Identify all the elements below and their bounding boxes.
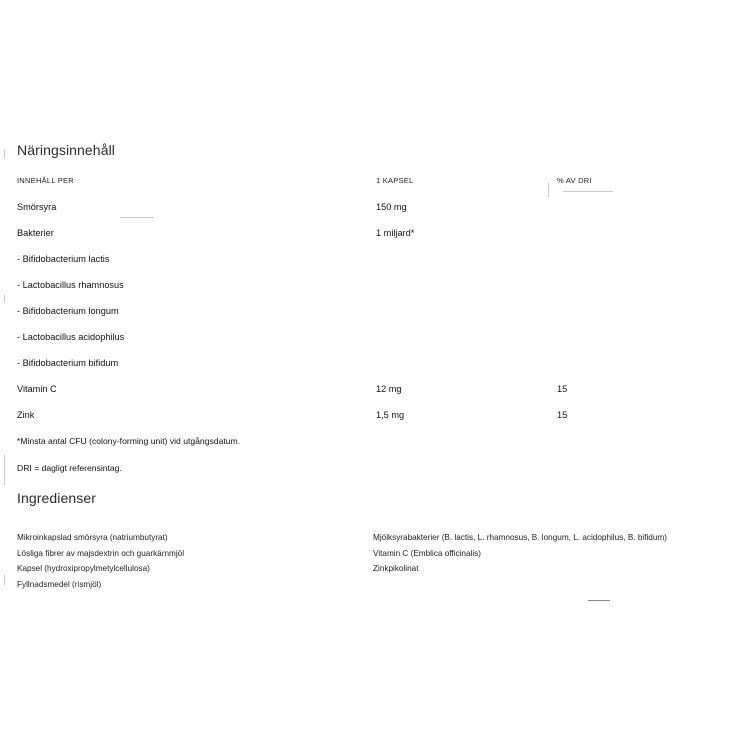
table-row [0, 358, 733, 376]
nutrition-table-header [0, 176, 733, 194]
nutrient-name: Zink [17, 410, 35, 420]
table-row [0, 202, 733, 220]
list-item: Kapsel (hydroxipropylmetylcellulosa) [17, 564, 150, 573]
nutrient-amount: 1 miljard* [376, 228, 415, 238]
ingredients-list-left [17, 530, 184, 592]
nutrient-amount: 1,5 mg [376, 410, 405, 420]
table-row [0, 254, 733, 272]
nutrient-name: - Lactobacillus rhamnosus [17, 280, 124, 290]
table-row [0, 332, 733, 350]
nutrient-amount: 150 mg [376, 202, 407, 212]
nutrient-dri: 15 [557, 384, 568, 394]
header-per-capsule: 1 KAPSEL [376, 176, 414, 185]
table-row [0, 280, 733, 298]
scan-mark [120, 217, 154, 218]
scan-mark [588, 600, 610, 601]
scan-mark [4, 575, 5, 585]
ingredients-heading: Ingredienser [17, 490, 97, 506]
table-row [0, 228, 733, 246]
list-item: Fyllnadsmedel (rismjöl) [17, 579, 102, 589]
list-item: Mjölksyrabakterier (B. lactis, L. rhamnosus, B. longum, L. acidophilus, B. bifidum) [373, 533, 667, 542]
nutrition-heading: Näringsinnehåll [17, 142, 116, 158]
scan-mark [4, 295, 5, 303]
cfu-footnote: *Minsta antal CFU (colony-forming unit) vid utgångsdatum. [17, 436, 241, 446]
nutrient-name: Vitamin C [17, 384, 57, 394]
list-item: Zinkpikolinat [373, 564, 419, 573]
nutrient-name: - Lactobacillus acidophilus [17, 332, 125, 342]
scan-mark [4, 150, 5, 159]
list-item: Lösliga fibrer av majsdextrin och guarkärnmjöl [17, 548, 185, 558]
list-item: Vitamin C (Emblica officinalis) [373, 548, 481, 558]
dri-note: DRI = dagligt referensintag. [17, 463, 122, 473]
table-row [0, 410, 733, 428]
nutrient-name: Bakterier [17, 228, 54, 238]
header-dri: % AV DRI [557, 176, 592, 185]
list-item: Mikroinkapslad smörsyra (natriumbutyrat) [17, 533, 168, 542]
nutrient-name: - Bifidobacterium bifidum [17, 358, 119, 368]
ingredients-list-right [373, 530, 667, 577]
scan-mark [548, 183, 549, 197]
nutrient-amount: 12 mg [376, 384, 402, 394]
nutrient-dri: 15 [557, 410, 568, 420]
nutrient-name: Smörsyra [17, 202, 57, 212]
nutrient-name: - Bifidobacterium longum [17, 306, 119, 316]
nutrient-name: - Bifidobacterium lactis [17, 254, 110, 264]
scan-mark [4, 455, 5, 485]
header-per: INNEHÅLL PER [17, 176, 74, 185]
scan-mark [563, 191, 613, 192]
table-row [0, 384, 733, 402]
table-row [0, 306, 733, 324]
